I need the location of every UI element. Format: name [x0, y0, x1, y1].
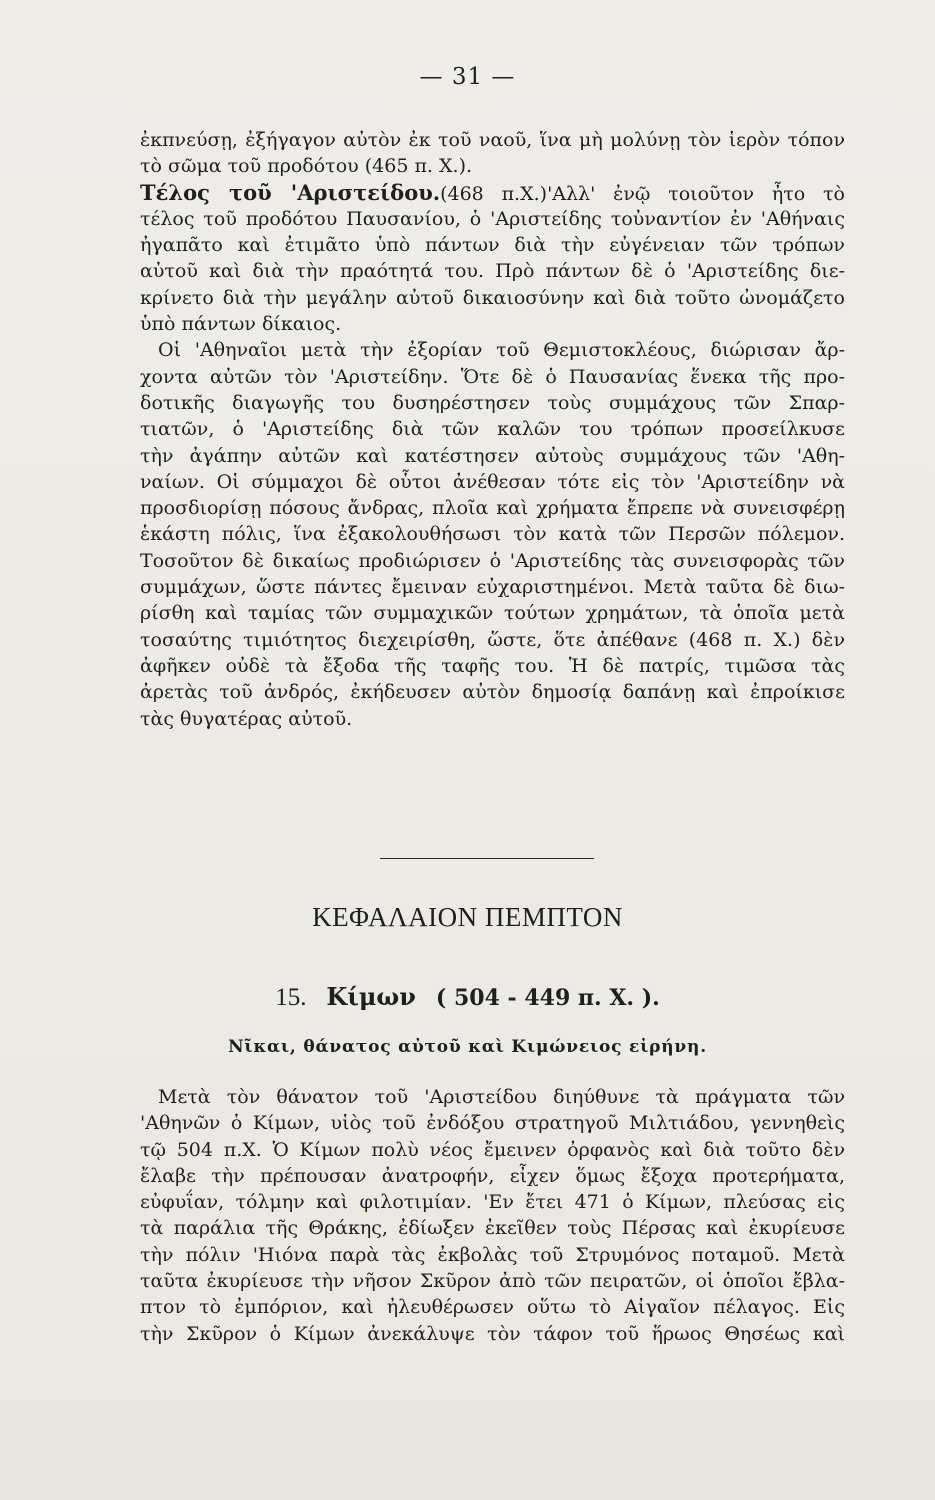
text-line: ναίων. Οἱ σύμμαχοι δὲ οὗτοι ἀνέθεσαν τότε εἰς τὸν 'Αριστείδην νὰ — [140, 470, 845, 493]
text-line: ἔλαβε τὴν πρέπουσαν ἀνατροφήν, εἶχεν ὅμως ἔξοχα προτερήματα, — [140, 1164, 845, 1187]
text-line: τὴν ἀγάπην αὐτῶν καὶ κατέστησεν αὐτοὺς συμμάχους τῶν 'Αθη- — [140, 444, 845, 467]
text-line: ρίσθη καὶ ταμίας τῶν συμμαχικῶν τούτων χρημάτων, τὰ ὁποῖα μετὰ — [140, 602, 845, 625]
text-line: ὑπὸ πάντων δίκαιος. — [140, 313, 342, 336]
text-line: πτον τὸ ἐμπόριον, καὶ ἠλευθέρωσεν οὕτω τὸ Αἰγαῖον πέλαγος. Εἰς — [140, 1296, 845, 1319]
text-line: ἀρετὰς τοῦ ἀνδρός, ἐκήδευσεν αὐτὸν δημοσίᾳ δαπάνῃ καὶ ἐπροίκισε — [140, 681, 845, 704]
text-line: τὸ σῶμα τοῦ προδότου (465 π. Χ.). — [140, 155, 473, 178]
section-dates: ( 504 - 449 π. Χ. ). — [435, 985, 660, 1011]
text-line: αὐτοῦ καὶ διὰ τὴν πραότητά του. Πρὸ πάντων δὲ ὁ 'Αριστείδης διε- — [140, 260, 845, 283]
section-name: Κίμων — [326, 982, 416, 1011]
chapter-title: ΚΕΦΑΛΑΙΟΝ ΠΕΜΠΤΟΝ — [312, 902, 623, 932]
text-line: τιατῶν, ὁ 'Αριστείδης διὰ τῶν καλῶν του τρόπων προσείλκυσε — [140, 418, 845, 441]
text-line: συμμάχων, ὥστε πάντες ἔμειναν εὐχαριστημένοι. Μετὰ ταῦτα δὲ διω- — [140, 576, 845, 599]
text-line: Οἱ 'Αθηναῖοι μετὰ τὴν ἐξορίαν τοῦ Θεμιστοκλέους, διώρισαν ἄρ- — [158, 339, 845, 362]
text-line: ἀφῆκεν οὐδὲ τὰ ἔξοδα τῆς ταφῆς του. Ἡ δὲ πατρίς, τιμῶσα τὰς — [140, 654, 845, 677]
text-line: κρίνετο διὰ τὴν μεγάλην αὐτοῦ δικαιοσύνην καὶ διὰ τοῦτο ὠνομάζετο — [140, 286, 845, 309]
text-line: τὴν Σκῦρον ὁ Κίμων ἀνεκάλυψε τὸν τάφον τοῦ ἥρωος Θησέως καὶ — [140, 1322, 845, 1345]
text-line: τὴν πόλιν 'Ηιόνα παρὰ τὰς ἐκβολὰς τοῦ Στρυμόνος ποταμοῦ. Μετὰ — [140, 1243, 845, 1266]
text-line: ταῦτα ἐκυρίευσε τὴν νῆσον Σκῦρον ἀπὸ τῶν πειρατῶν, οἱ ὁποῖοι ἔβλα- — [140, 1270, 845, 1293]
text-line: τοσαύτης τιμιότητος διεχειρίσθη, ὥστε, ὅτε ἀπέθανε (468 π. Χ.) δὲν — [140, 628, 845, 651]
text-line: ἑκάστη πόλις, ἵνα ἐξακολουθήσωσι τὸν κατὰ τῶν Περσῶν πόλεμον. — [140, 523, 845, 546]
text-line: ἠγαπᾶτο καὶ ἐτιμᾶτο ὑπὸ πάντων διὰ τὴν εὐγένειαν τῶν τρόπων — [140, 234, 845, 257]
text-line: προσδιορίσῃ πόσους ἄνδρας, πλοῖα καὶ χρήματα ἔπρεπε νὰ συνεισφέρῃ — [140, 497, 845, 520]
section-divider — [380, 858, 594, 859]
text-line: εὐφυΐαν, τόλμην καὶ φιλοτιμίαν. 'Εν ἔτει 471 ὁ Κίμων, πλεύσας εἰς — [140, 1191, 845, 1214]
text-line: Τοσοῦτον δὲ δικαίως προδιώρισεν ὁ 'Αριστείδης τὰς συνεισφορὰς τῶν — [140, 549, 845, 572]
text-line: τῷ 504 π.Χ. Ὁ Κίμων πολὺ νέος ἔμεινεν ὀρφανὸς καὶ διὰ τοῦτο δὲν — [140, 1138, 845, 1161]
text-line: χοντα αὐτῶν τὸν 'Αριστείδην. Ὅτε δὲ ὁ Παυσανίας ἕνεκα τῆς προ- — [140, 365, 845, 388]
text-line: δοτικῆς διαγωγῆς του δυσηρέστησεν τοὺς συμμάχους τῶν Σπαρ- — [140, 391, 845, 414]
section-number: 15. — [275, 984, 307, 1011]
text-line: τέλος τοῦ προδότου Παυσανίου, ὁ 'Αριστείδης τοὐναντίον ἐν 'Αθήναις — [140, 207, 845, 230]
inline-heading: Τέλος τοῦ 'Αριστείδου. — [140, 179, 441, 205]
page-number: — 31 — — [419, 64, 516, 90]
section-subtitle: Νῖκαι, θάνατος αὐτοῦ καὶ Κιμώνειος εἰρήνη. — [228, 1037, 707, 1057]
text-line: τὰ παράλια τῆς Θράκης, ἐδίωξεν ἐκεῖθεν τοὺς Πέρσας καὶ ἐκυρίευσε — [140, 1217, 845, 1240]
text-line: Μετὰ τὸν θάνατον τοῦ 'Αριστείδου διηύθυνε τὰ πράγματα τῶν — [158, 1086, 845, 1108]
text-line: 'Αθηνῶν ὁ Κίμων, υἱὸς τοῦ ἐνδόξου στρατηγοῦ Μιλτιάδου, γεννηθεὶς — [140, 1112, 845, 1135]
text-block-upper — [140, 127, 845, 732]
text-line: τὰς θυγατέρας αὐτοῦ. — [140, 707, 353, 730]
section-heading-line — [140, 180, 845, 206]
inline-heading-rest: (468 π.Χ.)'Αλλ' ἐνῷ τοιοῦτον ἦτο τὸ — [440, 182, 845, 205]
text-block-lower — [140, 1084, 845, 1347]
text-line: ἐκπνεύσῃ, ἐξήγαγον αὐτὸν ἐκ τοῦ ναοῦ, ἵνα μὴ μολύνῃ τὸν ἱερὸν τόπον — [140, 129, 845, 151]
section-title — [0, 982, 935, 1012]
